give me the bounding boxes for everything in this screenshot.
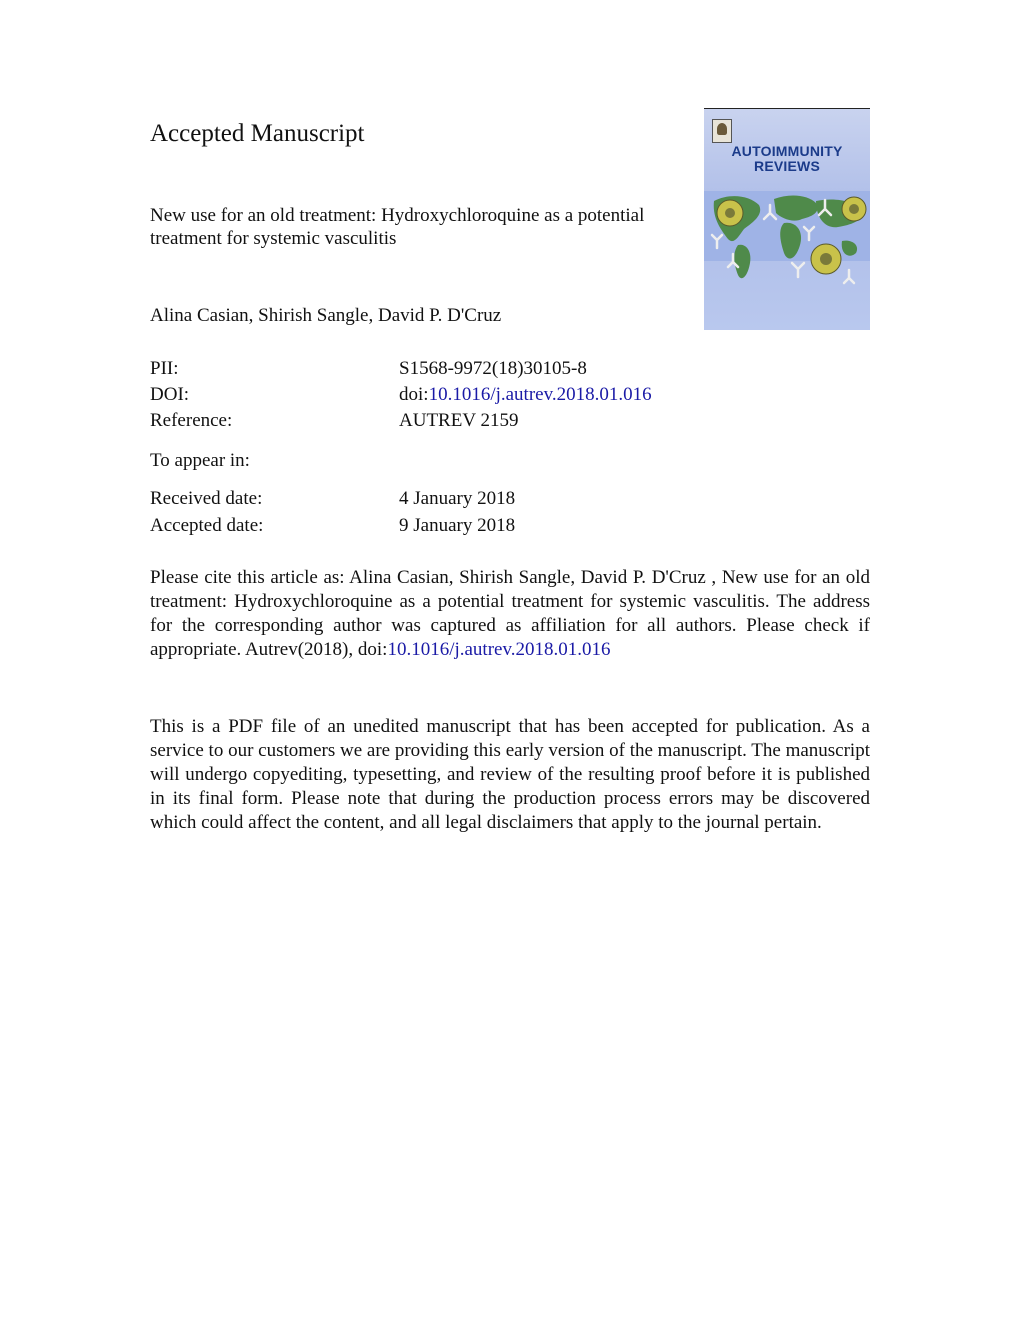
cover-title-line1: AUTOIMMUNITY [731,143,843,159]
citation-text: Please cite this article as: Alina Casian, Shirish Sangle, David P. D'Cruz , New use for an old treatment: Hydroxychloroquine as a potential treatment for systemic vasculitis. The address for the corresponding author was captured as affiliation for all authors. Please check if appropriate. Autrev(2018), doi: [150,567,870,660]
reference-label: Reference: [150,410,233,431]
doi-prefix: doi: [399,384,429,405]
received-date-value: 4 January 2018 [399,488,516,509]
pii-label: PII: [150,358,179,379]
cover-title-line2: REVIEWS [754,158,820,174]
accepted-manuscript-heading: Accepted Manuscript [150,120,365,147]
pii-value: S1568-9972(18)30105-8 [399,358,587,379]
disclaimer-paragraph: This is a PDF file of an unedited manuscript that has been accepted for publication. As a service to our customers we are providing this early version of the manuscript. The manuscript will undergo copyediting, typesetting, and review of the resulting proof before it is published in its final form. Please note that during the production process errors may be discovered which could affect the content, and all legal disclaimers that apply to the journal pertain. [150,716,870,833]
article-authors: Alina Casian, Shirish Sangle, David P. D'Cruz [150,305,502,326]
article-title: New use for an old treatment: Hydroxychloroquine as a potential treatment for systemic vasculitis [150,205,645,249]
citation-paragraph [150,566,870,662]
reference-value: AUTREV 2159 [399,410,519,431]
publisher-logo-icon [712,119,732,143]
journal-cover [704,108,870,330]
accepted-date-value: 9 January 2018 [399,515,516,536]
accepted-date-label: Accepted date: [150,515,264,536]
doi-link[interactable]: 10.1016/j.autrev.2018.01.016 [428,384,652,405]
doi-label: DOI: [150,384,190,405]
cover-journal-title [704,144,870,174]
received-date-label: Received date: [150,488,263,509]
appear-in-label: To appear in: [150,450,250,471]
world-map-virus-illustration [704,179,870,330]
doi-value [399,382,652,408]
citation-doi-link[interactable]: 10.1016/j.autrev.2018.01.016 [387,639,611,660]
